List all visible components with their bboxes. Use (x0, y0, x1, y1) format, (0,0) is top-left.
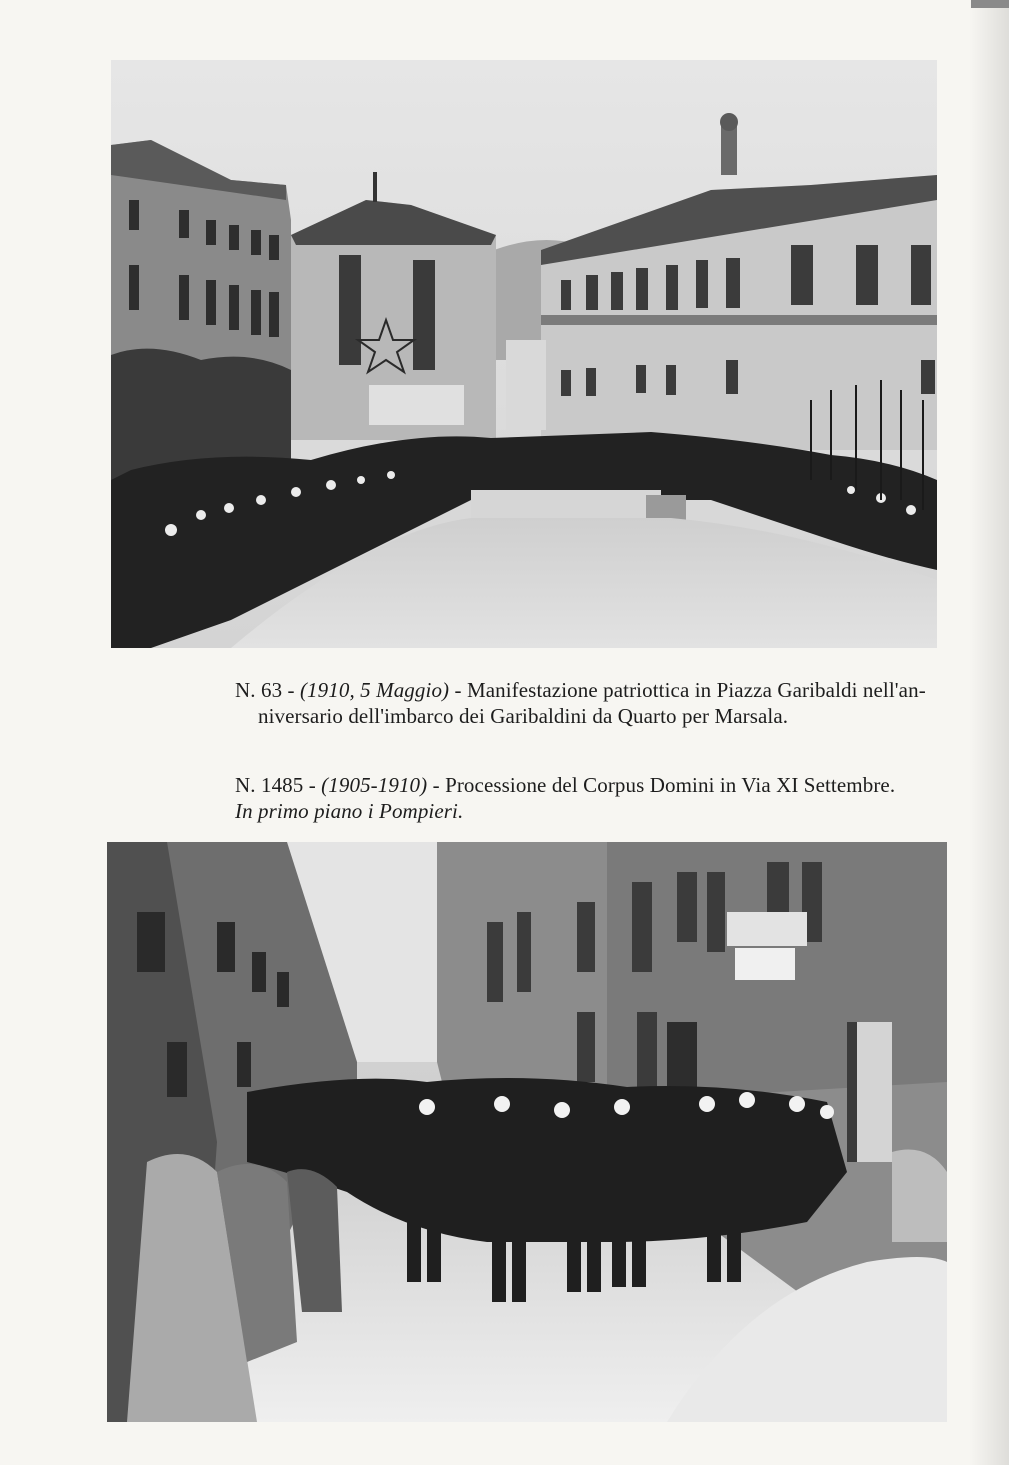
caption-63-number: N. 63 (235, 678, 283, 702)
caption-photo-63 (235, 677, 955, 729)
caption-1485-line1 (235, 772, 935, 798)
photo-corpus-domini-procession (107, 842, 947, 1422)
caption-63-text-line2: niversario dell'imbarco dei Garibaldini da Quarto per Marsala. (258, 704, 789, 728)
caption-1485-separator: - (303, 773, 322, 797)
caption-63-line1 (235, 677, 955, 703)
caption-1485-date: (1905-1910) (321, 773, 428, 797)
caption-photo-1485 (235, 772, 935, 824)
caption-63-date: (1910, 5 Maggio) (299, 678, 450, 702)
page-edge-shadow (969, 0, 1009, 1465)
caption-1485-number: N. 1485 (235, 773, 304, 797)
caption-1485-separator-2: - (427, 773, 446, 797)
photo-piazza-garibaldi (111, 60, 937, 648)
caption-63-text-line1: Manifestazione patriottica in Piazza Garibaldi nell'an- (466, 678, 926, 702)
page-edge-mark (971, 0, 1009, 8)
caption-1485-text-line2: In primo piano i Pompieri. (235, 799, 464, 823)
caption-63-separator-2: - (449, 678, 467, 702)
caption-1485-text-line1: Processione del Corpus Domini in Via XI Settembre. (445, 773, 896, 797)
caption-63-separator: - (282, 678, 300, 702)
